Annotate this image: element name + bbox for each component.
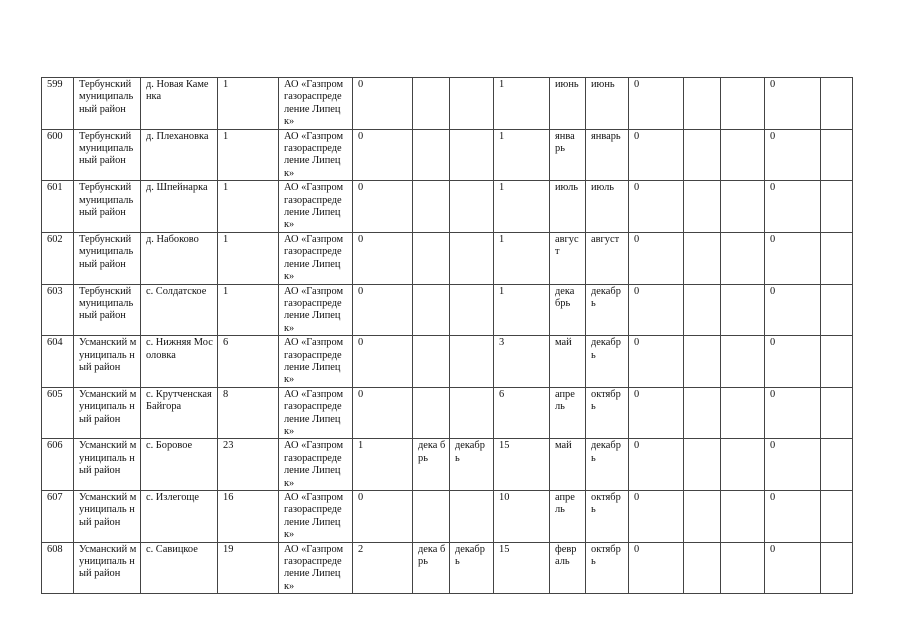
table-cell: 599 [42, 78, 74, 130]
table-cell [413, 491, 450, 543]
table-cell: АО «Газпром газораспреде ление Липецк» [279, 439, 353, 491]
table-cell: АО «Газпром газораспреде ление Липецк» [279, 491, 353, 543]
table-cell: Тербунский муниципаль ный район [74, 78, 141, 130]
table-cell: 15 [494, 542, 550, 594]
table-cell: 0 [353, 491, 413, 543]
table-cell [684, 284, 721, 336]
table-cell: июнь [550, 78, 586, 130]
table-cell: 0 [353, 181, 413, 233]
table-cell: 0 [765, 387, 821, 439]
table-cell [450, 284, 494, 336]
table-row [42, 542, 853, 594]
table-cell: Усманский муниципаль ный район [74, 336, 141, 388]
table-cell: Усманский муниципаль ный район [74, 439, 141, 491]
table-cell [721, 542, 765, 594]
table-cell: 15 [494, 439, 550, 491]
table-cell: декабр ь [586, 439, 629, 491]
table-cell [821, 129, 853, 181]
table-cell: декабр ь [450, 439, 494, 491]
table-cell: 0 [629, 439, 684, 491]
table-cell: 2 [353, 542, 413, 594]
table-cell: 0 [765, 336, 821, 388]
table-cell [413, 284, 450, 336]
table-cell: октябр ь [586, 491, 629, 543]
table-row [42, 78, 853, 130]
table-cell: 1 [218, 181, 279, 233]
table-cell [684, 129, 721, 181]
table-cell: июнь [586, 78, 629, 130]
table-row [42, 387, 853, 439]
table-cell: дека брь [413, 542, 450, 594]
table-cell: 603 [42, 284, 74, 336]
table-cell [450, 232, 494, 284]
table-cell [721, 78, 765, 130]
table-cell [684, 78, 721, 130]
table-cell: 1 [218, 129, 279, 181]
table-cell [413, 336, 450, 388]
table-cell [684, 181, 721, 233]
table-cell: Тербунский муниципаль ный район [74, 284, 141, 336]
table-cell: 1 [218, 232, 279, 284]
table-cell: 0 [629, 232, 684, 284]
table-cell [721, 284, 765, 336]
table-cell: 1 [218, 284, 279, 336]
table-cell: 606 [42, 439, 74, 491]
table-cell: 1 [494, 232, 550, 284]
table-cell [721, 232, 765, 284]
table-cell: 1 [494, 129, 550, 181]
table-row [42, 439, 853, 491]
table-cell [821, 78, 853, 130]
table-cell: 0 [765, 491, 821, 543]
table-cell [721, 439, 765, 491]
table-cell [450, 78, 494, 130]
table-cell: АО «Газпром газораспреде ление Липецк» [279, 284, 353, 336]
table-cell: 601 [42, 181, 74, 233]
table-row [42, 336, 853, 388]
table-cell: 0 [765, 542, 821, 594]
table-cell: 0 [353, 232, 413, 284]
table-cell: Усманский муниципаль ный район [74, 491, 141, 543]
table-cell [684, 491, 721, 543]
table-cell [721, 129, 765, 181]
table-cell [721, 336, 765, 388]
table-cell: с. Солдатское [141, 284, 218, 336]
table-cell: 1 [494, 181, 550, 233]
table-cell: АО «Газпром газораспреде ление Липецк» [279, 129, 353, 181]
table-cell: 16 [218, 491, 279, 543]
table-cell [821, 284, 853, 336]
table-cell [684, 387, 721, 439]
table-cell: с. Савицкое [141, 542, 218, 594]
table-cell [684, 336, 721, 388]
table-cell [821, 439, 853, 491]
table-cell: 0 [629, 181, 684, 233]
table-cell: 0 [765, 129, 821, 181]
table-cell: 0 [629, 78, 684, 130]
table-cell [413, 129, 450, 181]
table-cell [721, 491, 765, 543]
table-cell [821, 491, 853, 543]
table-cell: Тербунский муниципаль ный район [74, 232, 141, 284]
table-cell: 0 [353, 78, 413, 130]
table-cell: 0 [765, 284, 821, 336]
table-cell: 608 [42, 542, 74, 594]
table-row [42, 491, 853, 543]
table-cell: 10 [494, 491, 550, 543]
table-cell: 6 [494, 387, 550, 439]
data-table [41, 77, 853, 594]
table-row [42, 129, 853, 181]
table-cell: 0 [629, 284, 684, 336]
table-cell: 23 [218, 439, 279, 491]
table-cell: д. Новая Каменка [141, 78, 218, 130]
table-cell: 0 [629, 336, 684, 388]
table-cell [684, 439, 721, 491]
table-cell: 0 [353, 129, 413, 181]
table-cell: Усманский муниципаль ный район [74, 387, 141, 439]
table-cell: 6 [218, 336, 279, 388]
table-cell: 0 [629, 491, 684, 543]
table-cell [450, 336, 494, 388]
table-cell [821, 181, 853, 233]
table-cell: 1 [218, 78, 279, 130]
table-cell [450, 491, 494, 543]
table-cell: дека брь [413, 439, 450, 491]
table-cell: февр аль [550, 542, 586, 594]
table-cell [821, 232, 853, 284]
table-cell: май [550, 439, 586, 491]
table-cell: 0 [629, 387, 684, 439]
table-cell: 600 [42, 129, 74, 181]
table-cell [821, 336, 853, 388]
table-cell: октябр ь [586, 542, 629, 594]
table-cell: 0 [629, 129, 684, 181]
table-body [42, 78, 853, 594]
table-cell: Тербунский муниципаль ный район [74, 181, 141, 233]
table-cell: 607 [42, 491, 74, 543]
table-cell [684, 542, 721, 594]
table-cell [413, 181, 450, 233]
table-cell: АО «Газпром газораспреде ление Липецк» [279, 387, 353, 439]
table-cell: 0 [765, 181, 821, 233]
table-cell [413, 232, 450, 284]
table-cell [413, 387, 450, 439]
table-cell: 602 [42, 232, 74, 284]
table-cell: 0 [353, 387, 413, 439]
table-cell: декабр ь [450, 542, 494, 594]
table-cell: д. Плехановка [141, 129, 218, 181]
table-cell: д. Шпейнарка [141, 181, 218, 233]
table-cell [450, 129, 494, 181]
table-cell: 1 [353, 439, 413, 491]
table-cell: с. Крутченская Байгора [141, 387, 218, 439]
table-cell: 604 [42, 336, 74, 388]
table-cell: д. Набоково [141, 232, 218, 284]
table-cell: май [550, 336, 586, 388]
table-cell: 0 [353, 284, 413, 336]
table-cell: июль [550, 181, 586, 233]
table-cell: декабр ь [586, 284, 629, 336]
table-cell: Тербунский муниципаль ный район [74, 129, 141, 181]
table-cell: АО «Газпром газораспреде ление Липецк» [279, 542, 353, 594]
table-cell: АО «Газпром газораспреде ление Липецк» [279, 181, 353, 233]
table-cell: 605 [42, 387, 74, 439]
table-cell: октябр ь [586, 387, 629, 439]
table-cell [450, 387, 494, 439]
table-cell: июль [586, 181, 629, 233]
table-cell: август [586, 232, 629, 284]
table-cell: с. Нижняя Мосоловка [141, 336, 218, 388]
table-cell [450, 181, 494, 233]
table-cell: АО «Газпром газораспреде ление Липецк» [279, 232, 353, 284]
table-cell: янва рь [550, 129, 586, 181]
table-cell: апре ль [550, 387, 586, 439]
table-cell: с. Излегоще [141, 491, 218, 543]
table-cell: 1 [494, 78, 550, 130]
table-cell: АО «Газпром газораспреде ление Липецк» [279, 336, 353, 388]
table-cell: 1 [494, 284, 550, 336]
table-cell [721, 387, 765, 439]
table-row [42, 232, 853, 284]
table-cell: 0 [765, 78, 821, 130]
table-row [42, 181, 853, 233]
table-cell: январь [586, 129, 629, 181]
table-cell: дека брь [550, 284, 586, 336]
table-cell [821, 387, 853, 439]
table-cell: 0 [765, 439, 821, 491]
table-cell: Усманский муниципаль ный район [74, 542, 141, 594]
table-cell [821, 542, 853, 594]
table-cell: 19 [218, 542, 279, 594]
table-cell: 3 [494, 336, 550, 388]
table-cell: декабр ь [586, 336, 629, 388]
table-cell: АО «Газпром газораспреде ление Липецк» [279, 78, 353, 130]
table-row [42, 284, 853, 336]
table-cell [721, 181, 765, 233]
table-cell: с. Боровое [141, 439, 218, 491]
table-cell: авгус т [550, 232, 586, 284]
table-cell: 0 [353, 336, 413, 388]
table-cell: 0 [629, 542, 684, 594]
table-cell: 8 [218, 387, 279, 439]
table-cell [413, 78, 450, 130]
table-cell [684, 232, 721, 284]
table-cell: 0 [765, 232, 821, 284]
table-cell: апре ль [550, 491, 586, 543]
